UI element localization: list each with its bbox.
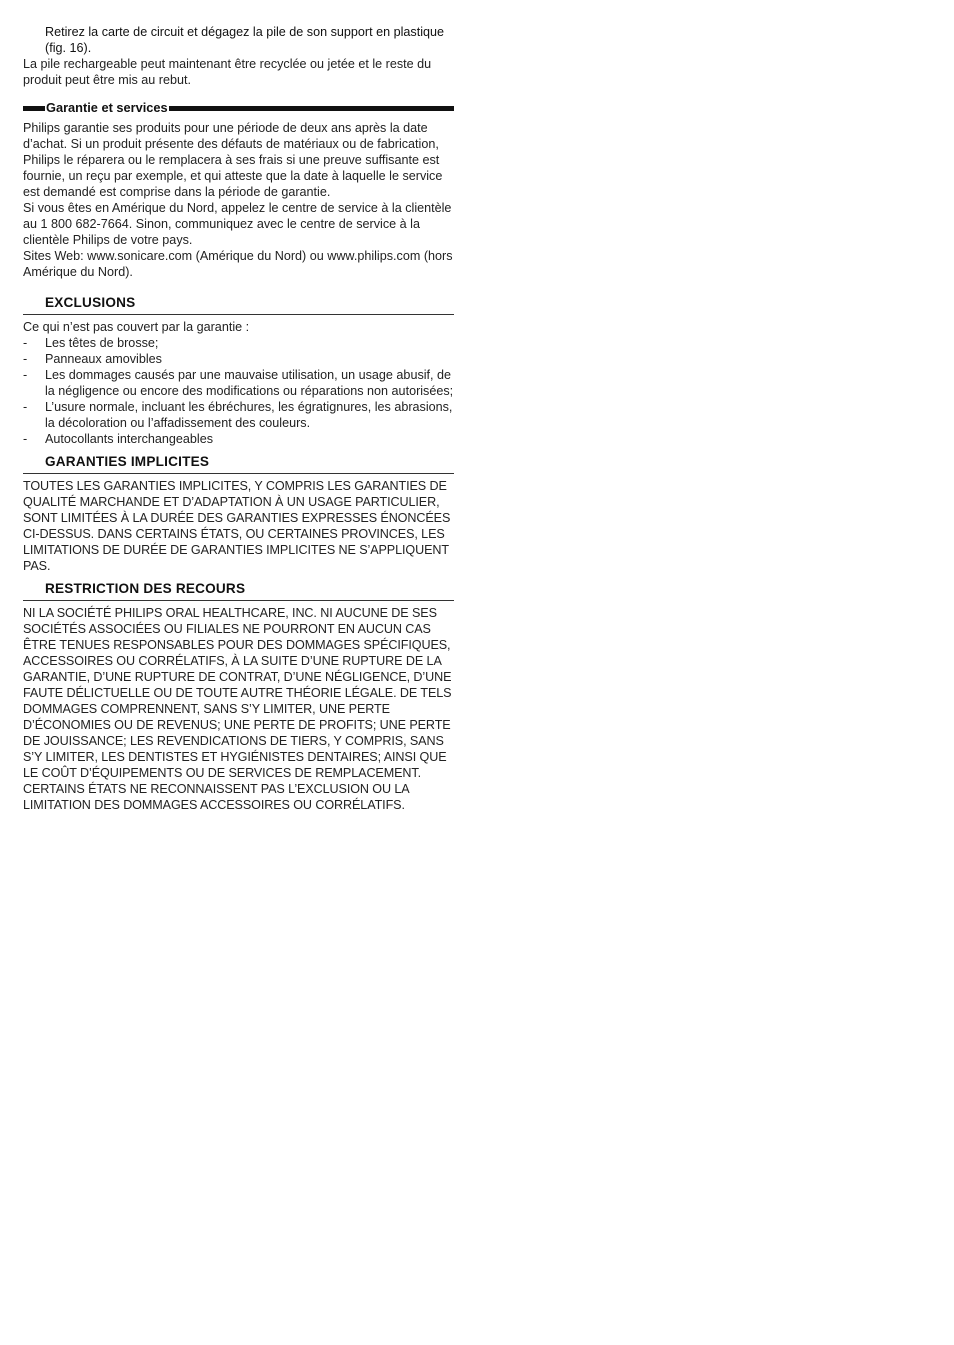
list-item: - Autocollants interchangeables bbox=[23, 432, 214, 446]
exclusions-heading: EXCLUSIONS bbox=[23, 294, 454, 315]
warranty-paragraph: Sites Web: www.sonicare.com (Amérique du Nord) ou www.philips.com (hors Amérique du Nord). bbox=[23, 249, 453, 279]
implied-warranties-heading: GARANTIES IMPLICITES bbox=[23, 453, 454, 474]
dash-marker: - bbox=[23, 368, 28, 382]
warranty-title: Garantie et services bbox=[46, 100, 168, 115]
list-item: - Les dommages causés par une mauvaise utilisation, un usage abusif, de la négligence ou encore des modifications ou réparations non autorisées; bbox=[23, 368, 454, 398]
exclusions-body bbox=[23, 319, 454, 447]
warranty-paragraph: Si vous êtes en Amérique du Nord, appelez le centre de service à la clientèle au 1 800 682-7664. Sinon, communiquez avec le centre de service à la clientèle Philips de votre pays. bbox=[23, 201, 452, 247]
warranty-banner bbox=[23, 100, 454, 116]
dash-marker: - bbox=[23, 400, 28, 414]
implied-warranties-body: TOUTES LES GARANTIES IMPLICITES, Y COMPRIS LES GARANTIES DE QUALITÉ MARCHANDE ET D’ADAPTATION À UN USAGE PARTICULIER, SONT LIMITÉES À LA DURÉE DES GARANTIES EXPRESSES ÉNONCÉES CI-DESSUS. DANS CERTAINS ÉTATS, OU CERTAINES PROVINCES, LES LIMITATIONS DE DURÉE DE GARANTIES IMPLICITES NE S’APPLIQUENT PAS. bbox=[23, 479, 451, 573]
remedy-restriction-heading: RESTRICTION DES RECOURS bbox=[23, 580, 454, 601]
document-column bbox=[23, 24, 454, 813]
dash-marker: - bbox=[23, 352, 28, 366]
exclusions-intro: Ce qui n’est pas couvert par la garantie : bbox=[23, 320, 250, 334]
list-item: - Panneaux amovibles bbox=[23, 352, 162, 366]
list-item: - Les têtes de brosse; bbox=[23, 336, 159, 350]
list-item: - L’usure normale, incluant les ébréchures, les égratignures, les abrasions, la décoloration ou l’affadissement des couleurs. bbox=[23, 400, 453, 430]
banner-bar-right bbox=[169, 106, 454, 111]
exclusions-list bbox=[23, 335, 454, 447]
dash-marker: - bbox=[23, 336, 28, 350]
remedy-restriction-body: NI LA SOCIÉTÉ PHILIPS ORAL HEALTHCARE, INC. NI AUCUNE DE SES SOCIÉTÉS ASSOCIÉES OU FILIALES NE POURRONT EN AUCUN CAS ÊTRE TENUES RESPONSABLES POUR DES DOMMAGES SPÉCIFIQUES, ACCESSOIRES OU CORRÉLATIFS, À LA SUITE D’UNE RUPTURE DE LA GARANTIE, D’UNE RUPTURE DE CONTRAT, D’UNE NÉGLIGENCE, D’UNE FAUTE DÉLICTUELLE OU DE TOUTE AUTRE THÉORIE LÉGALE. DE TELS DOMMAGES COMPRENNENT, SANS S’Y LIMITER, UNE PERTE D’ÉCONOMIES OU DE REVENUS; UNE PERTE DE PROFITS; UNE PERTE DE JOUISSANCE; LES REVENDICATIONS DE TIERS, Y COMPRIS, SANS S’Y LIMITER, LES DENTISTES ET HYGIÉNISTES DENTAIRES; AINSI QUE LE COÛT D’ÉQUIPEMENTS OU DE SERVICES DE REMPLACEMENT. CERTAINS ÉTATS NE RECONNAISSENT PAS L’EXCLUSION OU LA LIMITATION DES DOMMAGES ACCESSOIRES OU CORRÉLATIFS. bbox=[23, 606, 452, 812]
banner-bar-left bbox=[23, 106, 45, 111]
warranty-body bbox=[23, 120, 454, 280]
recycle-note: La pile rechargeable peut maintenant être recyclée ou jetée et le reste du produit peut être mis au rebut. bbox=[23, 57, 432, 87]
removal-step: Retirez la carte de circuit et dégagez la pile de son support en plastique (fig. 16). bbox=[45, 25, 445, 55]
dash-marker: - bbox=[23, 432, 28, 446]
warranty-paragraph: Philips garantie ses produits pour une période de deux ans après la date d’achat. Si un produit présente des défauts de matériaux ou de fabrication, Philips le réparera ou le remplacera à ses frais si une preuve suffisante est fournie, un reçu par exemple, et qui atteste que la date à laquelle le service est demandé est comprise dans la période de garantie. bbox=[23, 121, 443, 199]
